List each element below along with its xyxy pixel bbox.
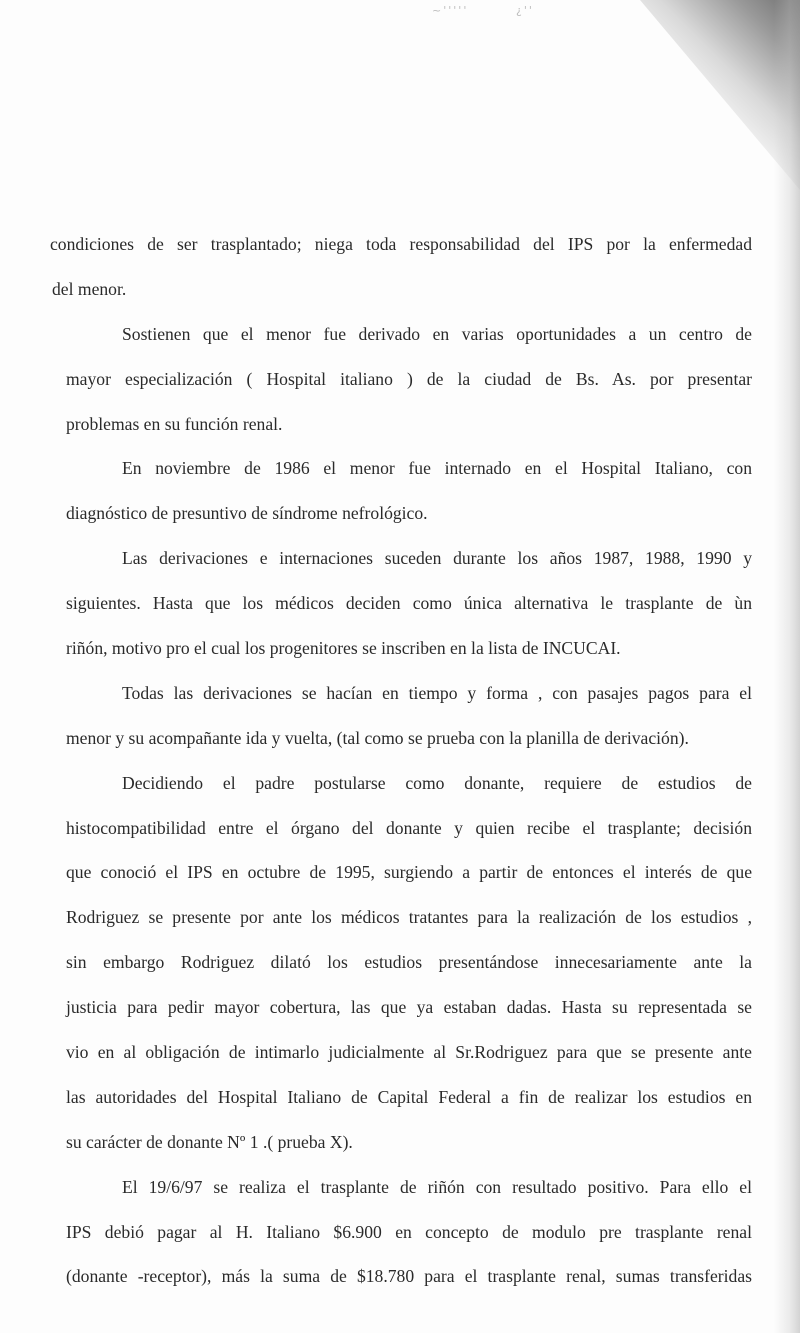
text-line: riñón, motivo pro el cual los progenitores se inscriben en la lista de INCUCAI.: [66, 638, 621, 659]
text-line: del menor.: [52, 278, 127, 299]
text-line: condiciones de ser trasplantado; niega toda responsabilidad del IPS por la enfermedad: [50, 234, 752, 254]
scan-mark: ~''''': [432, 4, 469, 17]
text-line: diagnóstico de presuntivo de síndrome nefrológico.: [66, 503, 428, 524]
text-line: que conoció el IPS en octubre de 1995, surgiendo a partir de entonces el interés de que: [66, 862, 752, 883]
text-line: histocompatibilidad entre el órgano del donante y quien recibe el trasplante; decisión: [66, 817, 752, 838]
scan-edge-shadow: [774, 0, 800, 1333]
text-line: justicia para pedir mayor cobertura, las que ya estaban dadas. Hasta su representada se: [66, 997, 752, 1018]
scan-mark: ¿'': [516, 4, 534, 17]
text-line: El 19/6/97 se realiza el trasplante de riñón con resultado positivo. Para ello el: [122, 1176, 752, 1197]
text-line: problemas en su función renal.: [66, 413, 283, 434]
text-line: Las derivaciones e internaciones suceden durante los años 1987, 1988, 1990 y: [122, 548, 752, 569]
text-line: vio en al obligación de intimarlo judicialmente al Sr.Rodriguez para que se presente ante: [66, 1042, 752, 1063]
text-line: menor y su acompañante ida y vuelta, (tal como se prueba con la planilla de derivación).: [66, 727, 689, 748]
text-line: Rodriguez se presente por ante los médicos tratantes para la realización de los estudios ,: [66, 907, 752, 928]
text-line: Todas las derivaciones se hacían en tiempo y forma , con pasajes pagos para el: [122, 682, 752, 703]
text-line: las autoridades del Hospital Italiano de Capital Federal a fin de realizar los estudios en: [66, 1086, 752, 1107]
text-line: Decidiendo el padre postularse como donante, requiere de estudios de: [122, 772, 752, 793]
text-line: sin embargo Rodriguez dilató los estudios presentándose innecesariamente ante la: [66, 952, 752, 973]
text-line: En noviembre de 1986 el menor fue internado en el Hospital Italiano, con: [122, 458, 752, 479]
document-body: [50, 222, 752, 1299]
text-line: (donante -receptor), más la suma de $18.780 para el trasplante renal, sumas transferidas: [66, 1266, 752, 1287]
text-line: siguientes. Hasta que los médicos deciden como única alternativa le trasplante de ùn: [66, 593, 752, 614]
text-line: IPS debió pagar al H. Italiano $6.900 en concepto de modulo pre trasplante renal: [66, 1221, 752, 1242]
text-line: Sostienen que el menor fue derivado en varias oportunidades a un centro de: [122, 323, 752, 344]
text-line: mayor especialización ( Hospital italiano ) de la ciudad de Bs. As. por presentar: [66, 368, 752, 389]
text-line: su carácter de donante Nº 1 .( prueba X).: [66, 1131, 353, 1152]
